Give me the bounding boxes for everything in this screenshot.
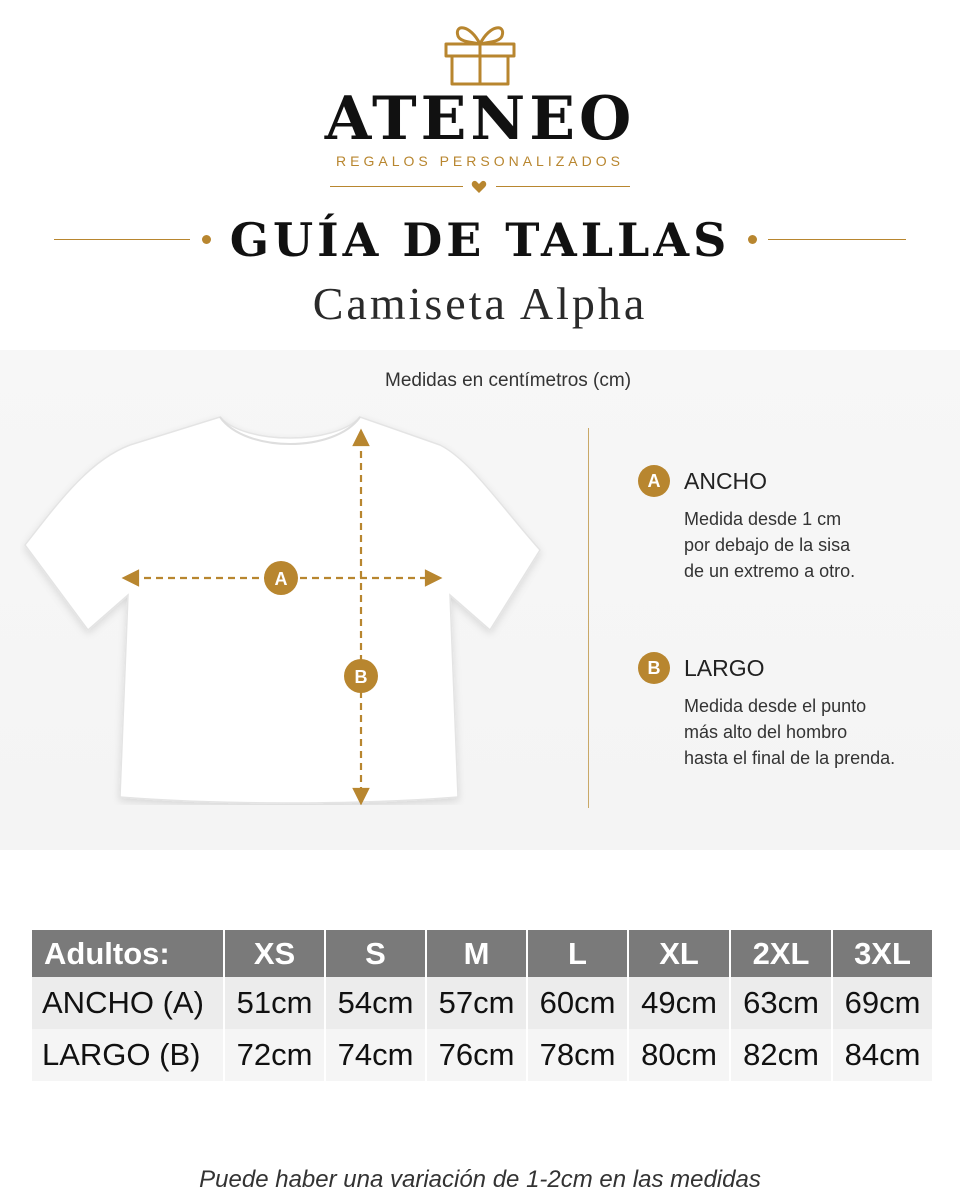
title-dot-right <box>748 235 757 244</box>
table-cell: 78cm <box>527 1029 628 1081</box>
largo-badge: B <box>638 652 670 684</box>
table-cell: 49cm <box>628 977 730 1029</box>
table-row <box>32 1029 933 1081</box>
brand-header <box>0 0 960 200</box>
title-rule-right <box>768 239 906 240</box>
ancho-description: Medida desde 1 cm por debajo de la sisa de un extremo a otro. <box>684 509 856 581</box>
table-cell: 72cm <box>224 1029 325 1081</box>
size-table <box>32 930 934 1081</box>
ancho-heading: ANCHO <box>684 468 768 494</box>
tshirt-illustration <box>20 405 550 805</box>
table-header-cell: XL <box>628 930 730 977</box>
table-cell: ANCHO (A) <box>32 977 224 1029</box>
table-header-cell: L <box>527 930 628 977</box>
ancho-badge: A <box>638 465 670 497</box>
logo-rule-right <box>496 186 630 187</box>
largo-description: Medida desde el punto más alto del hombro hasta el final de la prenda. <box>684 696 896 768</box>
badge-b-label: B <box>354 667 368 687</box>
brand-subtitle: REGALOS PERSONALIZADOS <box>336 153 624 169</box>
brand-name: ATENEO <box>324 84 636 154</box>
table-header-cell: 2XL <box>730 930 832 977</box>
footnote: Puede haber una variación de 1-2cm en las medidas <box>199 1166 761 1193</box>
table-header-cell: M <box>426 930 527 977</box>
table-cell: 74cm <box>325 1029 426 1081</box>
diagram-divider <box>588 428 589 808</box>
table-cell: 57cm <box>426 977 527 1029</box>
table-cell: 54cm <box>325 977 426 1029</box>
table-header-row <box>32 930 933 977</box>
table-cell: 69cm <box>832 977 933 1029</box>
largo-heading: LARGO <box>684 655 765 681</box>
badge-a-label: A <box>274 569 288 589</box>
gift-icon <box>440 18 520 86</box>
product-name: Camiseta Alpha <box>312 278 648 329</box>
table-cell: 84cm <box>832 1029 933 1081</box>
table-cell: 80cm <box>628 1029 730 1081</box>
logo-rule-left <box>330 186 463 187</box>
table-cell: 51cm <box>224 977 325 1029</box>
table-cell: 76cm <box>426 1029 527 1081</box>
table-cell: 63cm <box>730 977 832 1029</box>
page-title: GUÍA DE TALLAS <box>229 213 731 267</box>
table-row <box>32 977 933 1029</box>
table-header-cell: S <box>325 930 426 977</box>
table-header-cell: XS <box>224 930 325 977</box>
heart-icon <box>471 180 487 194</box>
table-header-cell: Adultos: <box>32 930 224 977</box>
units-note: Medidas en centímetros (cm) <box>385 370 632 391</box>
table-cell: 82cm <box>730 1029 832 1081</box>
table-cell: 60cm <box>527 977 628 1029</box>
table-header-cell: 3XL <box>832 930 933 977</box>
measurement-diagram <box>0 350 960 850</box>
table-cell: LARGO (B) <box>32 1029 224 1081</box>
